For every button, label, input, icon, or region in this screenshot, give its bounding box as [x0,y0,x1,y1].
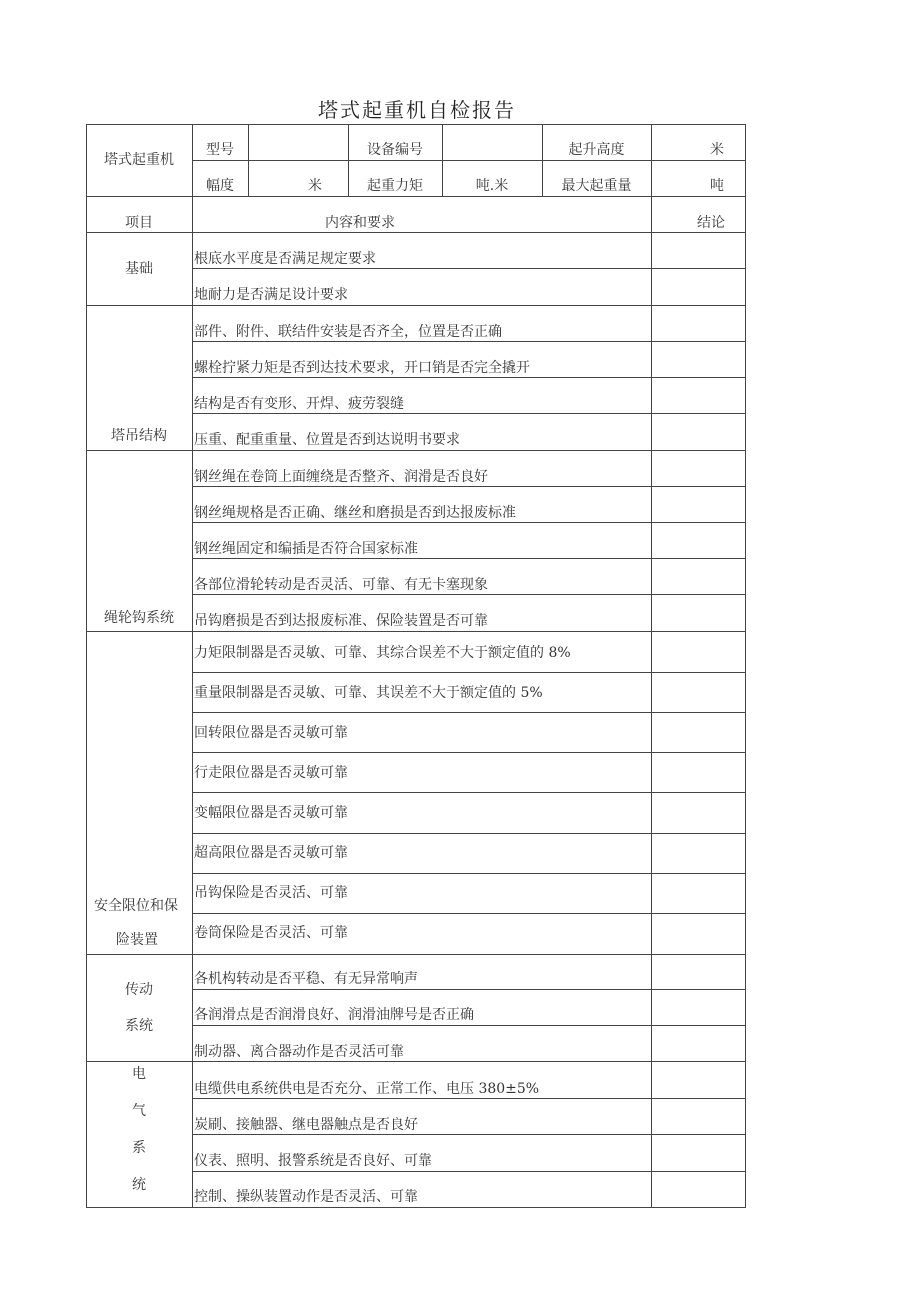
inspection-table [86,124,746,1208]
check-item: 力矩限制器是否灵敏、可靠、其综合误差不大于额定值的 8% [194,645,571,661]
section-transmission-line1: 传动 [125,982,153,998]
table-border-bottom [86,1207,746,1208]
max-load-label: 最大起重量 [561,178,632,194]
divider [192,160,746,161]
check-item: 制动器、离合器动作是否灵活可靠 [194,1044,404,1060]
row-separator [192,752,746,753]
check-item: 卷筒保险是否灵活、可靠 [194,925,348,941]
section-electrical-char: 电 [132,1066,146,1082]
check-item: 结构是否有变形、开焊、疲劳裂缝 [194,396,404,412]
section-separator [86,305,746,306]
check-item: 电缆供电系统供电是否充分、正常工作、电压 380±5% [194,1081,540,1097]
column-conclusion: 结论 [697,215,725,231]
moment-unit: 吨.米 [475,178,509,194]
lift-height-label: 起升高度 [568,142,625,158]
check-item: 压重、配重重量、位置是否到达说明书要求 [194,432,460,448]
divider [86,232,746,233]
check-item: 各部位滑轮转动是否灵活、可靠、有无卡塞现象 [194,577,488,593]
row-separator [192,989,746,990]
table-border-left [86,124,87,1208]
section-separator [86,1061,746,1062]
check-item: 钢丝绳在卷筒上面缠绕是否整齐、润滑是否良好 [194,469,488,485]
check-item: 螺栓拧紧力矩是否到达技术要求，开口销是否完全撬开 [194,360,530,376]
row-separator [192,377,746,378]
check-item: 钢丝绳规格是否正确、继丝和磨损是否到达报废标准 [194,505,516,521]
row-separator [192,1171,746,1172]
section-separator [86,954,746,955]
row-separator [192,558,746,559]
row-separator [192,486,746,487]
row-separator [192,672,746,673]
row-separator [192,268,746,269]
check-item: 变幅限位器是否灵敏可靠 [194,805,348,821]
row-separator [192,1025,746,1026]
row-separator [192,873,746,874]
row-separator [192,413,746,414]
moment-label: 起重力矩 [367,178,423,194]
check-item: 仪表、照明、报警系统是否良好、可靠 [194,1153,432,1169]
section-electrical-char: 系 [132,1140,146,1156]
table-border-top [86,124,746,125]
section-structure: 塔吊结构 [111,428,167,444]
check-item: 钢丝绳固定和编插是否符合国家标准 [194,541,418,557]
row-separator [192,833,746,834]
machine-type-label: 塔式起重机 [104,152,174,168]
check-item: 回转限位器是否灵敏可靠 [194,725,348,741]
row-separator [192,341,746,342]
divider [86,196,746,197]
radius-unit: 米 [308,178,322,194]
check-item: 炭刷、接触器、继电器触点是否良好 [194,1117,418,1133]
check-item: 各机构转动是否平稳、有无异常响声 [194,971,418,987]
column-content: 内容和要求 [325,215,395,231]
check-item: 吊钩磨损是否到达报废标准、保险装置是否可靠 [194,613,488,629]
row-separator [192,792,746,793]
model-label: 型号 [206,142,234,158]
row-separator [192,1098,746,1099]
row-separator [192,913,746,914]
section-safety-limits-line2: 险装置 [116,932,158,948]
check-item: 地耐力是否满足设计要求 [194,287,348,303]
divider [651,124,652,1208]
equip-no-label: 设备编号 [367,142,423,158]
check-item: 行走限位器是否灵敏可靠 [194,765,348,781]
section-electrical-char: 统 [132,1177,146,1193]
lift-height-unit: 米 [710,142,724,158]
check-item: 重量限制器是否灵敏、可靠、其误差不大于额定值的 5% [194,685,543,701]
divider [192,124,193,1208]
section-rope-pulley-hook: 绳轮钩系统 [104,610,174,626]
row-separator [192,594,746,595]
check-item: 根底水平度是否满足规定要求 [194,251,376,267]
check-item: 吊钩保险是否灵活、可靠 [194,885,348,901]
table-border-right [745,124,746,1208]
section-transmission-line2: 系统 [125,1018,153,1034]
report-title: 塔式起重机自检报告 [318,98,516,122]
section-separator [86,450,746,451]
row-separator [192,1134,746,1135]
section-foundation: 基础 [125,261,153,277]
section-safety-limits-line1: 安全限位和保 [94,898,178,914]
check-item: 控制、操纵装置动作是否灵活、可靠 [194,1189,418,1205]
check-item: 各润滑点是否润滑良好、润滑油牌号是否正确 [194,1007,474,1023]
row-separator [192,522,746,523]
section-separator [86,631,746,632]
section-electrical-char: 气 [132,1103,146,1119]
row-separator [192,712,746,713]
column-item: 项目 [125,215,153,231]
max-load-unit: 吨 [710,178,724,194]
check-item: 部件、附件、联结件安装是否齐全，位置是否正确 [194,324,502,340]
check-item: 超高限位器是否灵敏可靠 [194,845,348,861]
radius-label: 幅度 [206,178,234,194]
